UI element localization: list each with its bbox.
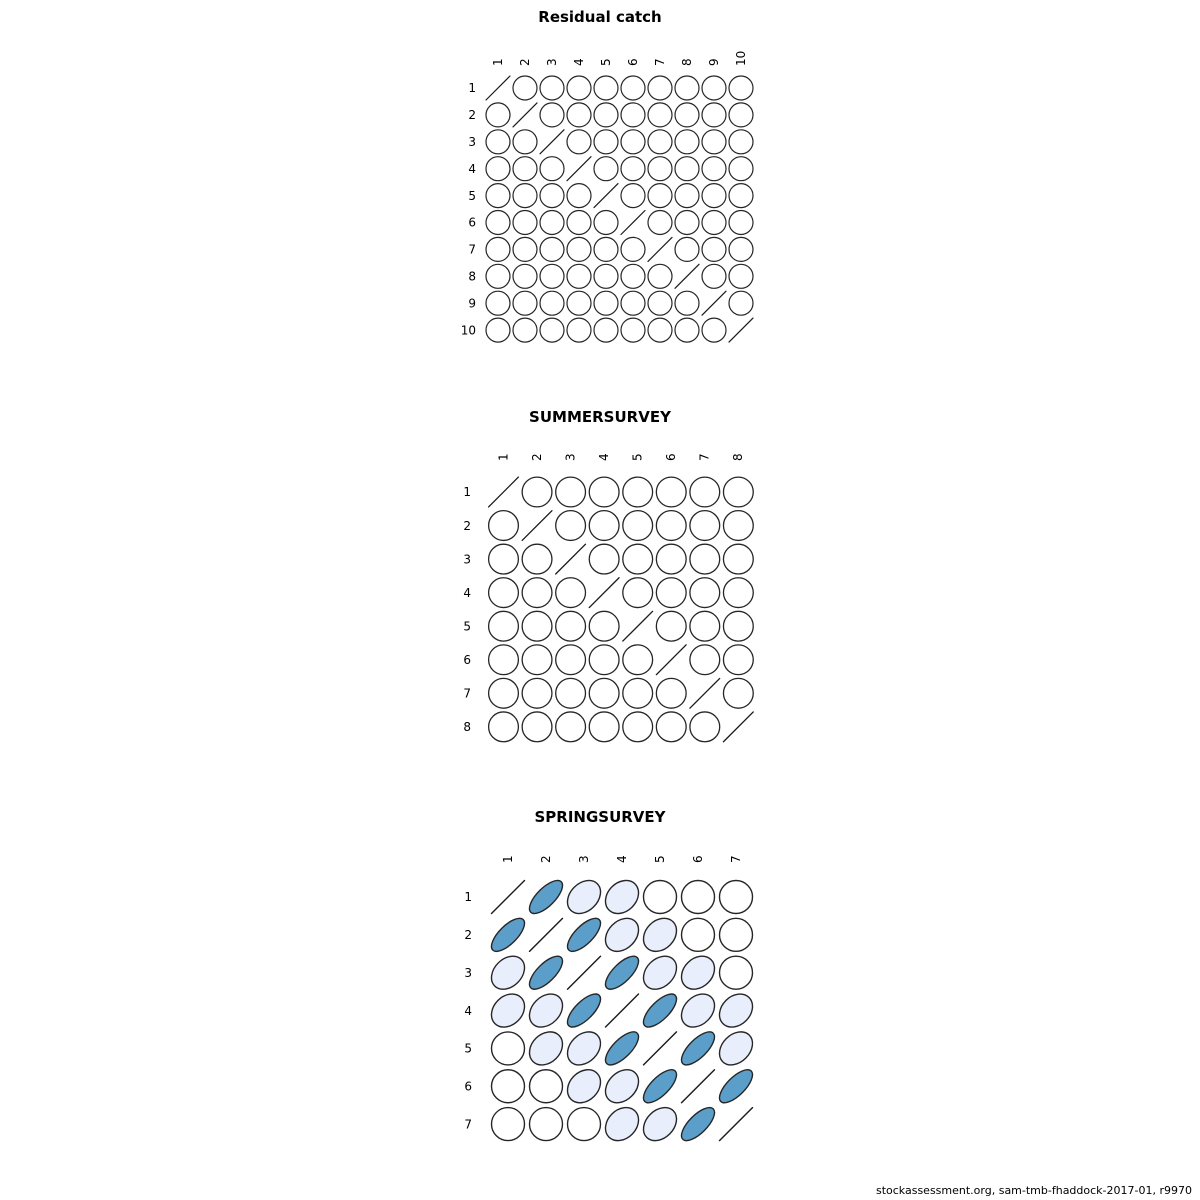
corr-circle-zero [561,1101,608,1148]
corr-circle-zero [717,538,759,580]
corr-circle-zero [617,538,659,580]
col-label: 9 [706,58,721,66]
row-label: 6 [464,1079,472,1094]
corr-circle-zero [643,206,677,240]
diagonal-line [489,477,519,507]
corr-circle-zero [535,206,569,240]
corr-ellipse-weak [561,874,607,920]
corr-circle-zero [550,706,592,748]
footer-caption: stockassessment.org, sam-tmb-fhaddock-2017-01, r9970 [875,1184,1192,1197]
corr-ellipse-weak [599,1101,645,1147]
corr-circle-zero [589,152,623,186]
corr-circle-zero [550,639,592,681]
col-label: 6 [690,855,705,863]
diagonal-line [723,712,753,742]
col-label: 6 [625,58,640,66]
corr-circle-zero [684,572,726,614]
corr-circle-zero [670,286,704,320]
corr-circle-zero [508,206,542,240]
corr-circle-zero [717,572,759,614]
corr-circle-zero [617,471,659,513]
corr-circle-zero [482,672,524,714]
corr-circle-zero [650,605,692,647]
corr-circle-zero [684,605,726,647]
col-label: 1 [496,453,511,461]
corr-ellipse-weak [599,874,645,920]
corr-circle-zero [670,125,704,159]
corr-circle-zero [670,152,704,186]
corr-ellipse-weak [637,1101,683,1147]
corr-circle-zero [508,313,542,347]
corr-circle-zero [508,125,542,159]
corr-circle-zero [485,1063,532,1110]
corr-ellipse-strong [676,1027,719,1070]
corr-circle-zero [724,232,758,266]
diagonal-line [720,1108,753,1141]
corr-circle-zero [616,286,650,320]
diagonal-line [675,264,699,288]
corr-circle-zero [481,232,515,266]
diagonal-line [623,611,653,641]
corr-circle-zero [616,152,650,186]
corr-circle-zero [550,504,592,546]
corr-ellipse-strong [562,913,605,956]
corr-circle-zero [589,313,623,347]
corr-ellipse-weak [675,950,721,996]
col-label: 7 [652,58,667,66]
corr-circle-zero [516,572,558,614]
corr-ellipse-weak [561,1063,607,1109]
col-label: 5 [630,453,645,461]
corr-circle-zero [617,504,659,546]
corr-circle-zero [616,259,650,293]
corr-circle-zero [508,286,542,320]
row-label: 6 [468,215,476,230]
col-label: 4 [614,855,629,863]
corr-circle-zero [583,706,625,748]
panel-title: Residual catch [538,8,662,26]
col-label: 7 [728,855,743,863]
col-label: 2 [517,58,532,66]
row-label: 2 [468,108,476,123]
corr-circle-zero [562,259,596,293]
diagonal-line [492,881,525,914]
corr-circle-zero [482,538,524,580]
row-label: 1 [468,81,476,96]
corr-circle-zero [684,706,726,748]
corr-circle-zero [684,639,726,681]
corr-circle-zero [643,313,677,347]
diagonal-line [702,291,726,315]
col-label: 2 [529,453,544,461]
corr-circle-zero [562,232,596,266]
corr-circle-zero [724,125,758,159]
row-label: 4 [464,1003,472,1018]
corr-circle-zero [724,206,758,240]
corr-circle-zero [724,98,758,132]
corr-circle-zero [516,605,558,647]
corr-circle-zero [562,125,596,159]
corr-circle-zero [482,572,524,614]
row-label: 10 [460,323,476,338]
col-label: 4 [596,453,611,461]
corr-circle-zero [697,259,731,293]
panel-title: SUMMERSURVEY [529,408,671,426]
corr-circle-zero [482,605,524,647]
corr-circle-zero [583,471,625,513]
corr-circle-zero [650,572,692,614]
corr-ellipse-strong [638,1065,681,1108]
row-label: 5 [468,188,476,203]
corr-circle-zero [508,71,542,105]
corr-circle-zero [617,639,659,681]
corr-circle-zero [508,179,542,213]
corr-circle-zero [550,672,592,714]
panel-title: SPRINGSURVEY [534,808,666,826]
row-label: 9 [468,296,476,311]
col-label: 5 [598,58,613,66]
row-label: 8 [468,269,476,284]
corr-circle-zero [535,71,569,105]
diagonal-line [522,511,552,541]
corr-circle-zero [481,179,515,213]
corr-circle-zero [643,179,677,213]
corr-circle-zero [550,605,592,647]
corr-ellipse-weak [637,912,683,958]
corr-circle-zero [713,912,760,959]
corr-ellipse-strong [600,1027,643,1070]
corr-circle-zero [643,286,677,320]
corr-circle-zero [562,71,596,105]
corr-circle-zero [717,605,759,647]
corr-circle-zero [684,471,726,513]
corr-circle-zero [523,1101,570,1148]
corr-circle-zero [562,98,596,132]
corr-ellipse-weak [485,987,531,1033]
corr-circle-zero [684,538,726,580]
corr-circle-zero [670,232,704,266]
corr-circle-zero [482,639,524,681]
corr-ellipse-weak [523,987,569,1033]
corr-circle-zero [516,672,558,714]
corr-circle-zero [481,313,515,347]
corr-circle-zero [697,98,731,132]
row-label: 4 [463,585,471,600]
corr-ellipse-strong [486,913,529,956]
corr-circle-zero [535,152,569,186]
col-label: 3 [544,58,559,66]
col-label: 6 [664,453,679,461]
corr-ellipse-weak [637,950,683,996]
corr-circle-zero [562,206,596,240]
corr-ellipse-weak [485,950,531,996]
corr-circle-zero [550,572,592,614]
corr-circle-zero [724,259,758,293]
corr-circle-zero [589,71,623,105]
col-label: 1 [500,855,515,863]
col-label: 5 [652,855,667,863]
corr-ellipse-strong [714,1065,757,1108]
diagonal-line [682,1070,715,1103]
diagonal-line [690,678,720,708]
corr-circle-zero [697,152,731,186]
corr-circle-zero [717,471,759,513]
diagonal-line [556,544,586,574]
diagonal-line [656,645,686,675]
corr-circle-zero [589,206,623,240]
row-label: 3 [463,552,471,567]
col-label: 8 [679,58,694,66]
row-label: 8 [463,720,471,735]
diagonal-line [567,157,591,181]
diagonal-line [589,578,619,608]
corr-circle-zero [650,504,692,546]
corr-circle-zero [481,98,515,132]
corr-circle-zero [583,504,625,546]
corr-circle-zero [675,874,722,921]
row-label: 1 [463,485,471,500]
diagonal-line [606,994,639,1027]
corr-ellipse-weak [599,912,645,958]
corr-circle-zero [485,1025,532,1072]
corr-circle-zero [616,125,650,159]
corr-circle-zero [535,98,569,132]
corr-circle-zero [617,672,659,714]
corr-ellipse-strong [676,1102,719,1145]
corr-circle-zero [481,206,515,240]
corr-circle-zero [516,639,558,681]
row-label: 7 [463,686,471,701]
panel-springsurvey [464,808,759,1147]
diagonal-line [540,130,564,154]
corr-circle-zero [670,313,704,347]
row-label: 3 [468,135,476,149]
row-label: 6 [463,652,471,667]
corr-circle-zero [670,71,704,105]
corr-ellipse-strong [562,989,605,1032]
corr-circle-zero [724,179,758,213]
corr-circle-zero [670,179,704,213]
corr-circle-zero [535,179,569,213]
corr-circle-zero [481,125,515,159]
corr-circle-zero [589,98,623,132]
panel-residual-catch [461,8,758,347]
corr-circle-zero [583,538,625,580]
corr-circle-zero [616,313,650,347]
diagonal-line [644,1032,677,1065]
col-label: 8 [731,453,746,461]
corr-circle-zero [482,504,524,546]
corr-circle-zero [617,572,659,614]
row-label: 2 [464,928,472,943]
corr-circle-zero [508,232,542,266]
corr-circle-zero [697,232,731,266]
corr-circle-zero [637,874,684,921]
corr-circle-zero [724,286,758,320]
corr-circle-zero [650,672,692,714]
corr-circle-zero [535,259,569,293]
corr-ellipse-weak [523,1025,569,1071]
diagonal-line [729,318,753,342]
corr-circle-zero [481,286,515,320]
col-label: 10 [733,50,748,66]
corr-circle-zero [508,152,542,186]
corr-circle-zero [516,471,558,513]
row-label: 5 [463,619,471,634]
row-label: 5 [464,1041,472,1056]
corr-circle-zero [643,98,677,132]
corr-ellipse-weak [713,987,759,1033]
corr-circle-zero [482,706,524,748]
corr-circle-zero [550,471,592,513]
corr-circle-zero [616,98,650,132]
corr-circle-zero [670,206,704,240]
diagonal-line [486,76,510,100]
col-label: 3 [576,855,591,863]
diagonal-line [530,918,563,951]
corr-circle-zero [589,259,623,293]
corr-circle-zero [697,71,731,105]
corr-circle-zero [643,259,677,293]
corr-circle-zero [697,206,731,240]
corr-circle-zero [697,313,731,347]
corr-circle-zero [481,259,515,293]
corr-circle-zero [589,286,623,320]
col-label: 1 [490,58,505,66]
diagonal-line [594,184,618,208]
corr-circle-zero [697,125,731,159]
corr-circle-zero [535,286,569,320]
corr-circle-zero [616,71,650,105]
corr-circle-zero [713,949,760,996]
corr-circle-zero [670,98,704,132]
corr-circle-zero [516,706,558,748]
diagonal-line [648,237,672,261]
corr-circle-zero [643,152,677,186]
corr-circle-zero [650,706,692,748]
corr-circle-zero [616,179,650,213]
corr-circle-zero [583,672,625,714]
corr-ellipse-weak [561,1025,607,1071]
corr-circle-zero [717,672,759,714]
col-label: 3 [563,453,578,461]
diagonal-line [513,103,537,127]
diagonal-line [621,211,645,235]
diagonal-line [568,956,601,989]
corr-circle-zero [535,232,569,266]
corr-circle-zero [589,232,623,266]
corr-circle-zero [713,874,760,921]
corr-ellipse-strong [524,951,567,994]
corr-circle-zero [717,504,759,546]
corr-circle-zero [684,504,726,546]
corr-ellipse-strong [600,951,643,994]
panel-summersurvey [463,408,759,748]
corr-circle-zero [481,152,515,186]
corr-circle-zero [583,639,625,681]
corr-ellipse-strong [524,875,567,918]
corr-ellipse-weak [713,1025,759,1071]
corr-circle-zero [643,71,677,105]
corr-circle-zero [485,1101,532,1148]
corr-ellipse-weak [675,987,721,1033]
corr-circle-zero [643,125,677,159]
corr-circle-zero [562,286,596,320]
col-label: 7 [697,453,712,461]
corr-circle-zero [562,179,596,213]
row-label: 4 [468,161,476,176]
row-label: 7 [464,1117,472,1132]
corr-circle-zero [516,538,558,580]
corr-circle-zero [508,259,542,293]
row-label: 2 [463,518,471,533]
corr-circle-zero [616,232,650,266]
corr-circle-zero [617,706,659,748]
corr-circle-zero [650,471,692,513]
corr-circle-zero [523,1063,570,1110]
corr-circle-zero [589,125,623,159]
corr-circle-zero [583,605,625,647]
corr-circle-zero [717,639,759,681]
row-label: 3 [464,965,472,980]
corr-ellipse-weak [599,1063,645,1109]
corr-circle-zero [562,313,596,347]
corr-circle-zero [650,538,692,580]
row-label: 7 [468,242,476,257]
col-label: 4 [571,58,586,66]
corr-circle-zero [697,179,731,213]
row-label: 1 [464,890,472,905]
corr-circle-zero [535,313,569,347]
corr-ellipse-strong [638,989,681,1032]
corr-circle-zero [724,152,758,186]
corr-circle-zero [675,912,722,959]
corr-circle-zero [724,71,758,105]
col-label: 2 [538,855,553,863]
